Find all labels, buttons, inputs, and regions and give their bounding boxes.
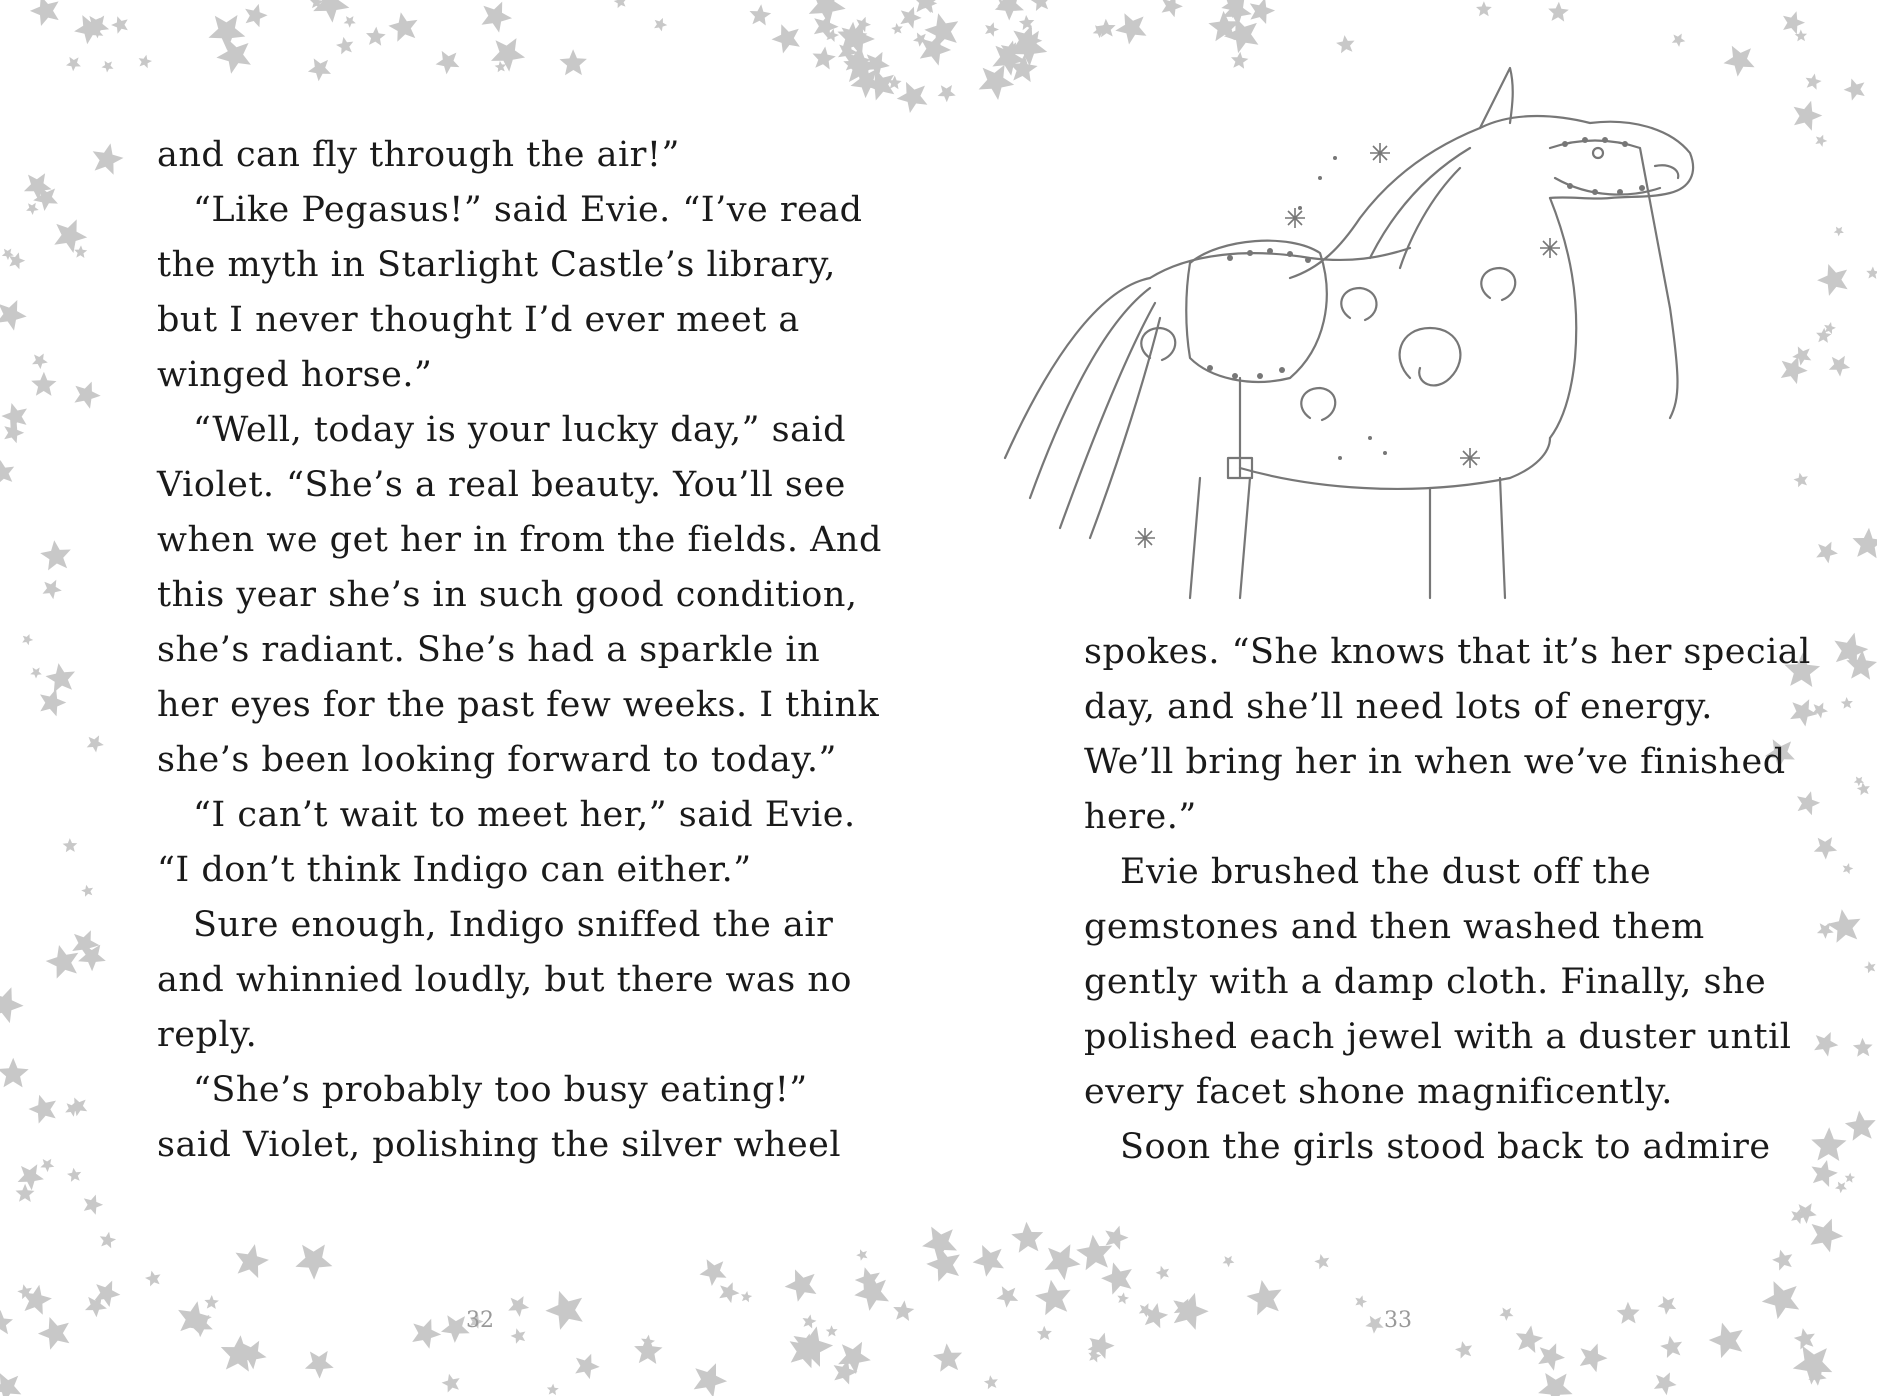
decorated-horse-illustration [990,58,1735,603]
text-line: gently with a damp cloth. Finally, she [1084,962,1767,1002]
left-page-text [157,128,882,1173]
text-line: spokes. “She knows that it’s her special [1084,632,1811,672]
text-line: “I don’t think Indigo can either.” [157,850,752,890]
text-line: Evie brushed the dust off the [1120,852,1652,892]
text-line: We’ll bring her in when we’ve finished [1084,742,1786,782]
text-line: Sure enough, Indigo sniffed the air [193,905,834,945]
text-line: gemstones and then washed them [1084,907,1705,947]
text-line: here.” [1084,797,1197,837]
text-line: day, and she’ll need lots of energy. [1084,687,1713,727]
text-line: the myth in Starlight Castle’s library, [157,245,836,285]
left-page [0,0,938,1396]
text-line: winged horse.” [157,355,433,395]
text-line: but I never thought I’d ever meet a [157,300,800,340]
text-line: said Violet, polishing the silver wheel [157,1125,842,1165]
text-line: reply. [157,1015,258,1055]
text-line: this year she’s in such good condition, [157,575,858,615]
text-line: Violet. “She’s a real beauty. You’ll see [157,465,846,505]
text-line: and whinnied loudly, but there was no [157,960,852,1000]
text-line: polished each jewel with a duster until [1084,1017,1792,1057]
text-line: “She’s probably too busy eating!” [193,1070,808,1110]
text-line: she’s radiant. She’s had a sparkle in [157,630,821,670]
text-line: Soon the girls stood back to admire [1120,1127,1771,1167]
text-line: “Well, today is your lucky day,” said [193,410,847,450]
text-line: every facet shone magnificently. [1084,1072,1673,1112]
text-line: and can fly through the air!” [157,135,680,175]
text-line: “Like Pegasus!” said Evie. “I’ve read [193,190,863,230]
page-number: 33 [1384,1308,1412,1333]
right-page-text [1084,625,1811,1175]
text-line: when we get her in from the fields. And [157,520,882,560]
text-line: her eyes for the past few weeks. I think [157,685,880,725]
text-line: “I can’t wait to meet her,” said Evie. [193,795,856,835]
text-line: she’s been looking forward to today.” [157,740,837,780]
page-number: 32 [466,1308,494,1333]
